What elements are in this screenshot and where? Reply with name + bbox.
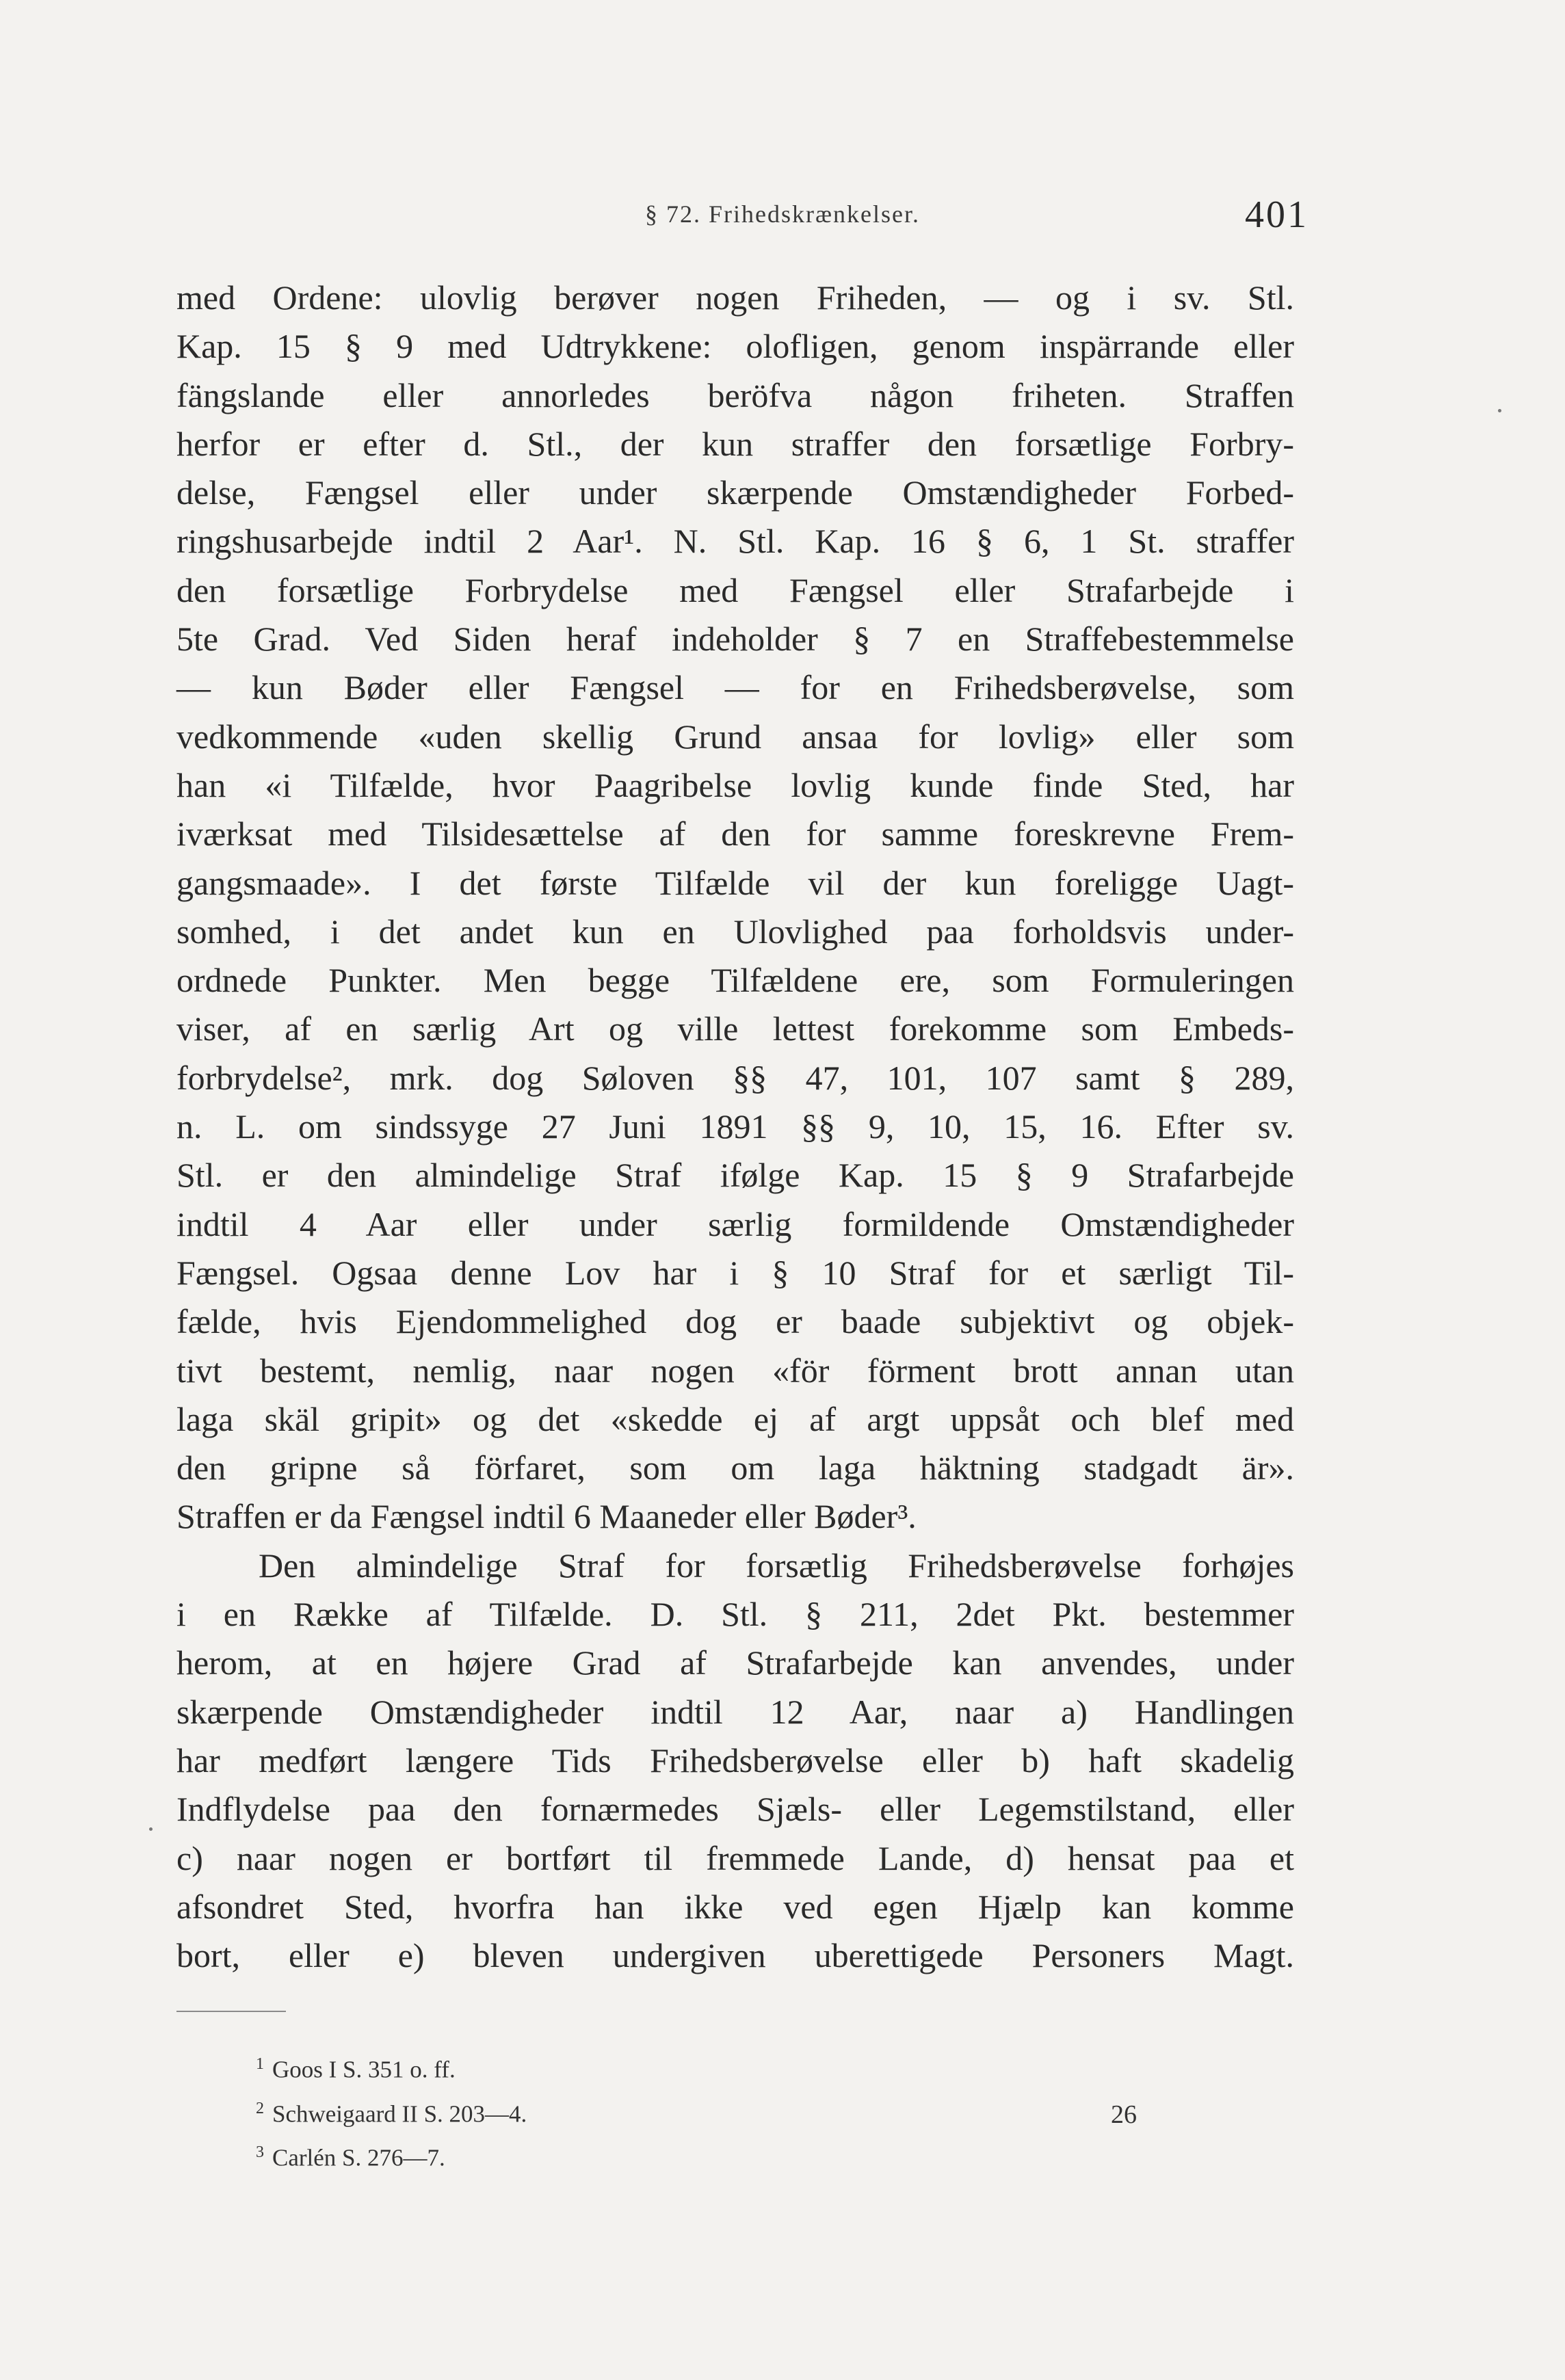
text-line: Fængsel. Ogsaa denne Lov har i § 10 Straf for et særligt Til- [176,1253,1294,1292]
text-line: den forsætlige Forbrydelse med Fængsel eller Strafarbejde i [176,570,1294,609]
text-line: i en Række af Tilfælde. D. Stl. § 211, 2det Pkt. bestemmer [176,1595,1294,1634]
text-line: — kun Bøder eller Fængsel — for en Frihedsberøvelse, som [176,668,1294,707]
footnote-text: Schweigaard II S. 203—4. [272,2100,527,2128]
page-number: 401 [1245,194,1308,236]
text-line: c) naar nogen er bortført til fremmede Lande, d) hensat paa et [176,1838,1294,1877]
footnote [256,2133,1077,2178]
text-line: Kap. 15 § 9 med Udtrykkene: olofligen, genom inspärrande eller [176,327,1294,366]
text-line: Straffen er da Fængsel indtil 6 Maaneder eller Bøder³. [176,1497,917,1536]
text-line: Indflydelse paa den fornærmedes Sjæls- eller Legemstilstand, eller [176,1790,1294,1829]
text-line: ordnede Punkter. Men begge Tilfældene ere, som Formuleringen [176,961,1294,1000]
text-line: forbrydelse², mrk. dog Søloven §§ 47, 101, 107 samt § 289, [176,1058,1294,1097]
text-line: somhed, i det andet kun en Ulovlighed paa forholdsvis under- [176,912,1294,951]
text-line: laga skäl gripit» og det «skedde ej af argt uppsåt och blef med [176,1399,1294,1438]
text-line: gangsmaade». I det første Tilfælde vil der kun foreligge Uagt- [176,863,1294,902]
paper-speck [149,1827,153,1831]
text-line: Den almindelige Straf for forsætlig Frihedsberøvelse forhøjes [259,1546,1294,1585]
text-line: delse, Fængsel eller under skærpende Omstændigheder Forbed- [176,473,1294,512]
text-line: fängslande eller annorledes beröfva någon friheten. Straffen [176,375,1294,414]
text-line: afsondret Sted, hvorfra han ikke ved egen Hjælp kan komme [176,1887,1294,1926]
footnote-text: Carlén S. 276—7. [272,2144,445,2171]
text-line: fælde, hvis Ejendommelighed dog er baade subjektivt og objek- [176,1302,1294,1341]
text-line: ringshusarbejde indtil 2 Aar¹. N. Stl. Kap. 16 § 6, 1 St. straffer [176,522,1294,561]
page-header [0,193,1565,248]
printer-signature: 26 [1111,2100,1137,2129]
text-line: har medført længere Tids Frihedsberøvelse eller b) haft skadelig [176,1741,1294,1780]
footnote [256,2089,1077,2134]
text-line: han «i Tilfælde, hvor Paagribelse lovlig kunde finde Sted, har [176,765,1294,804]
footnotes [256,2045,1077,2178]
text-line: herfor er efter d. Stl., der kun straffer den forsætlige Forbry- [176,424,1294,463]
body-text [176,274,1294,1980]
paper-speck [1498,409,1501,412]
footnote-text: Goos I S. 351 o. ff. [272,2056,456,2083]
text-line: iværksat med Tilsidesættelse af den for samme foreskrevne Frem- [176,815,1294,854]
text-line: skærpende Omstændigheder indtil 12 Aar, naar a) Handlingen [176,1692,1294,1731]
text-line: 5te Grad. Ved Siden heraf indeholder § 7 en Straffebestemmelse [176,620,1294,659]
text-line: vedkommende «uden skellig Grund ansaa for lovlig» eller som [176,717,1294,756]
text-line: den gripne så förfaret, som om laga häktning stadgadt är». [176,1449,1294,1488]
footnote-mark: 2 [256,2099,264,2117]
footnote-divider [176,2011,286,2012]
text-line: herom, at en højere Grad af Strafarbejde kan anvendes, under [176,1643,1294,1682]
text-line: Stl. er den almindelige Straf ifølge Kap. 15 § 9 Strafarbejde [176,1156,1294,1195]
running-head: § 72. Frihedskrænkelser. [645,200,920,228]
text-line: tivt bestemt, nemlig, naar nogen «för förment brott annan utan [176,1351,1294,1390]
footnote-mark: 3 [256,2143,264,2162]
text-line: viser, af en særlig Art og ville lettest forekomme som Embeds- [176,1009,1294,1048]
footnote [256,2045,1077,2089]
footnote-mark: 1 [256,2055,264,2073]
text-line: med Ordene: ulovlig berøver nogen Friheden, — og i sv. Stl. [176,278,1294,317]
text-line: bort, eller e) bleven undergiven uberettigede Personers Magt. [176,1936,1294,1975]
text-line: indtil 4 Aar eller under særlig formildende Omstændigheder [176,1204,1294,1243]
text-line: n. L. om sindssyge 27 Juni 1891 §§ 9, 10, 15, 16. Efter sv. [176,1107,1294,1146]
